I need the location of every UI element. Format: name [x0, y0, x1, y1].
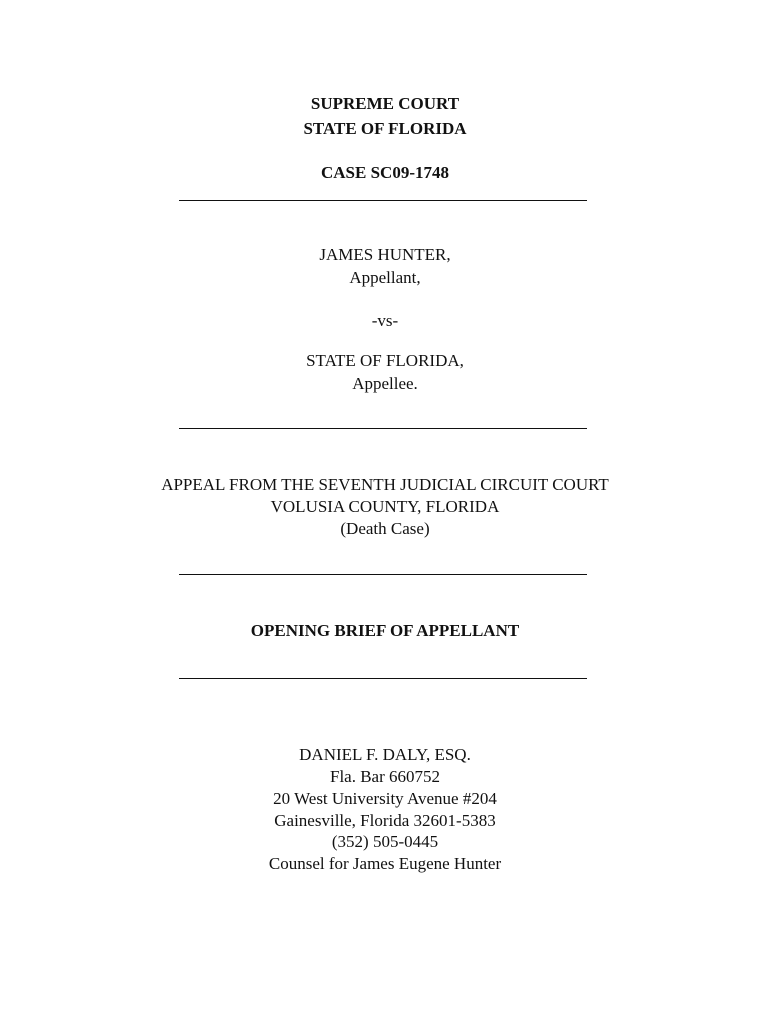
- brief-title: OPENING BRIEF OF APPELLANT: [250, 621, 520, 640]
- counsel-address-line1: 20 West University Avenue #204: [273, 789, 497, 808]
- divider-rule: [179, 200, 587, 201]
- appellee-name: STATE OF FLORIDA,: [306, 351, 464, 370]
- court-name: SUPREME COURT: [310, 94, 460, 113]
- counsel-phone: (352) 505-0445: [331, 832, 439, 851]
- appeal-court: APPEAL FROM THE SEVENTH JUDICIAL CIRCUIT COURT: [161, 475, 609, 494]
- appellee-role: Appellee.: [352, 374, 418, 393]
- counsel-role: Counsel for James Eugene Hunter: [268, 854, 502, 873]
- appeal-county: VOLUSIA COUNTY, FLORIDA: [270, 497, 500, 516]
- case-number: CASE SC09-1748: [321, 163, 449, 182]
- counsel-address-line2: Gainesville, Florida 32601-5383: [274, 811, 496, 830]
- appellant-role: Appellant,: [349, 268, 421, 287]
- counsel-bar-number: Fla. Bar 660752: [329, 767, 441, 786]
- counsel-name: DANIEL F. DALY, ESQ.: [299, 745, 471, 764]
- divider-rule: [179, 428, 587, 429]
- divider-rule: [179, 678, 587, 679]
- divider-rule: [179, 574, 587, 575]
- appellant-name: JAMES HUNTER,: [319, 245, 451, 264]
- court-state: STATE OF FLORIDA: [303, 119, 467, 138]
- versus-label: -vs-: [371, 311, 399, 330]
- case-type-note: (Death Case): [340, 519, 430, 538]
